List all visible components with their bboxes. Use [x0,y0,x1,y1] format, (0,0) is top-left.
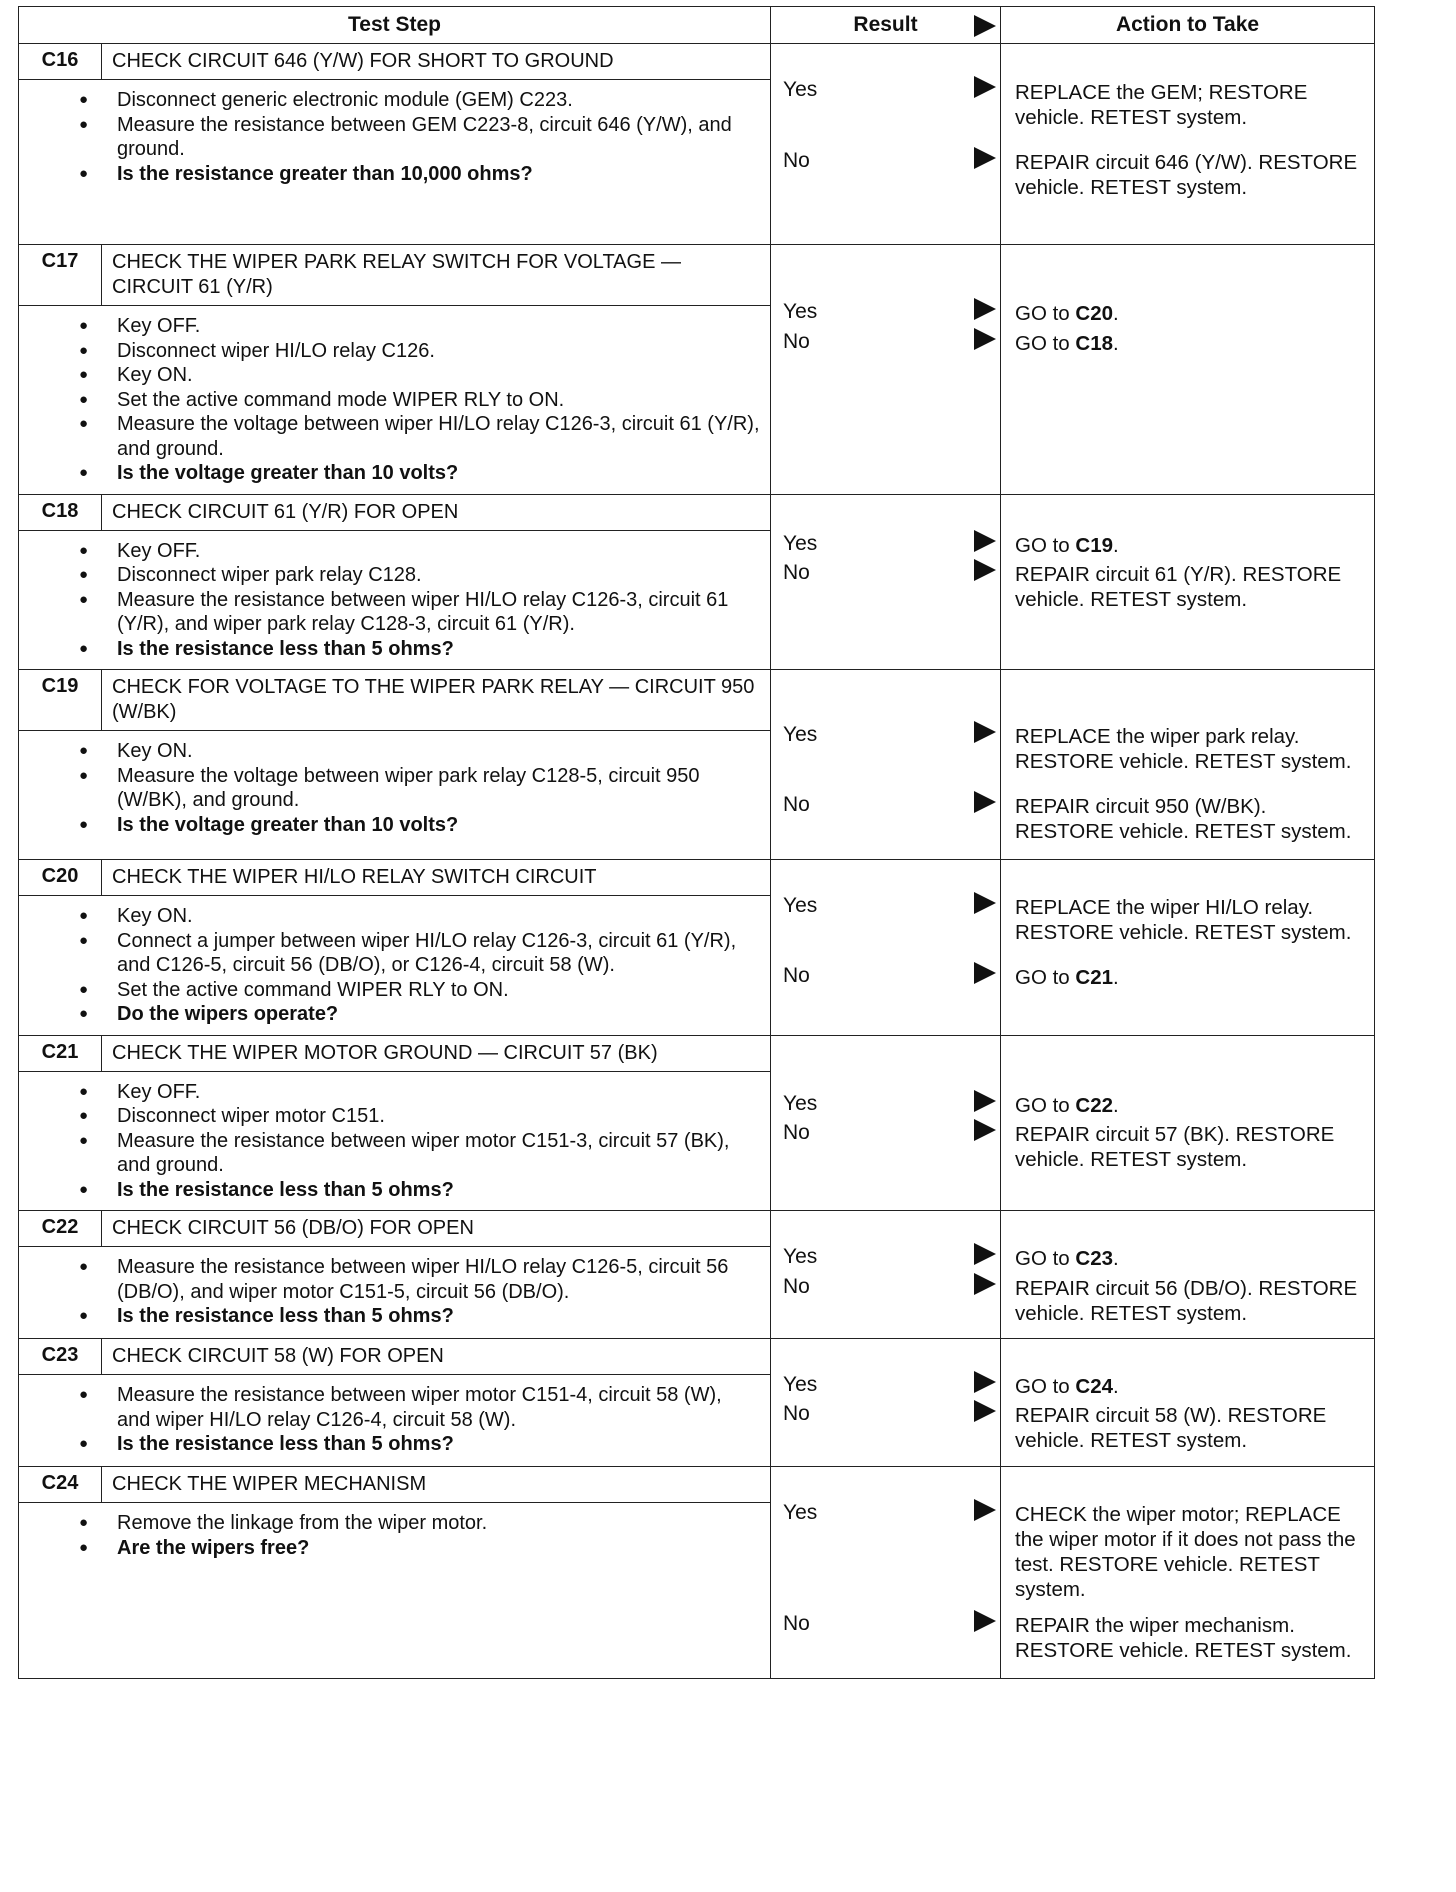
step-number: C20 [19,860,102,895]
instruction-item: ● Is the resistance less than 5 ohms? [117,1432,760,1457]
result-no: No [783,1275,810,1298]
action-cell [1001,44,1375,245]
step-instructions [19,896,770,1035]
right-arrow-icon [974,892,996,914]
instruction-item: ● Do the wipers operate? [117,1002,760,1027]
step-title: CHECK THE WIPER MOTOR GROUND — CIRCUIT 57 (BK) [112,1041,658,1064]
instruction-item: ● Set the active command WIPER RLY to ON. [117,978,760,1003]
action-text [1015,794,1366,844]
action-cell [1001,860,1375,1036]
action-text [1015,1502,1366,1602]
action-cell [1001,494,1375,670]
step-title: CHECK CIRCUIT 61 (Y/R) FOR OPEN [112,500,459,523]
step-title: CHECK THE WIPER PARK RELAY SWITCH FOR VOLTAGE — CIRCUIT 61 (Y/R) [112,251,681,298]
action-text: GO to C20. [1015,302,1119,325]
right-arrow-icon [974,1273,996,1295]
right-arrow-icon [974,1119,996,1141]
step-number: C19 [19,670,102,730]
action-text-main: REPAIR circuit 57 (BK). RESTORE vehicle. RETEST system. [1015,1122,1335,1171]
step-instructions [19,1375,770,1465]
instruction-item: ● Is the resistance greater than 10,000 ohms? [117,162,760,187]
step-instructions [19,1503,770,1568]
result-no: No [783,793,810,816]
instruction-item: ● Key ON. [117,739,760,764]
action-step-ref: C19 [1075,533,1113,557]
step-number: C23 [19,1339,102,1374]
action-text [1015,80,1366,130]
result-yes: Yes [783,1373,818,1396]
step-title: CHECK CIRCUIT 646 (Y/W) FOR SHORT TO GROUND [112,50,614,72]
diagnostic-table-page [18,6,1374,1679]
action-text [1015,895,1366,945]
action-text-main: REPLACE the wiper park relay. RESTORE vehicle. RETEST system. [1015,725,1352,773]
instruction-item: ● Set the active command mode WIPER RLY to ON. [117,388,760,413]
test-step-cell [19,1211,771,1339]
table-body [19,44,1375,1679]
action-step-ref: C18 [1075,332,1113,355]
step-header [19,44,770,80]
instruction-item: ● Measure the resistance between wiper HI/LO relay C126-5, circuit 56 (DB/O), and wiper motor C151-5, circuit 56 (DB/O). [117,1255,760,1304]
instruction-item: ● Connect a jumper between wiper HI/LO relay C126-3, circuit 61 (Y/R), and C126-5, circuit 56 (DB/O), or C126-4, circuit 58 (W). [117,929,760,978]
right-arrow-icon [974,1371,996,1393]
right-arrow-icon [974,962,996,984]
step-instructions [19,1247,770,1337]
instruction-item: ● Key ON. [117,904,760,929]
step-header [19,1339,770,1375]
header-result [771,7,1001,44]
action-cell [1001,245,1375,495]
action-text-main: REPAIR the wiper mechanism. RESTORE vehicle. RETEST system. [1015,1614,1352,1662]
right-arrow-icon [974,298,996,320]
test-step-cell [19,44,771,245]
instruction-item: ● Disconnect wiper HI/LO relay C126. [117,339,760,364]
action-step-ref: C21 [1075,966,1113,989]
step-number: C18 [19,495,102,530]
step-header [19,1211,770,1247]
step-number: C21 [19,1036,102,1071]
result-cell [771,494,1001,670]
step-title: CHECK FOR VOLTAGE TO THE WIPER PARK RELAY — CIRCUIT 950 (W/BK) [112,676,755,723]
result-no: No [783,1402,810,1425]
action-text-main: GO to [1015,1247,1076,1270]
action-text-main: REPAIR circuit 58 (W). RESTORE vehicle. RETEST system. [1015,1404,1327,1452]
action-text-main: REPLACE the wiper HI/LO relay. RESTORE vehicle. RETEST system. [1015,896,1352,944]
instruction-item: ● Measure the resistance between wiper motor C151-4, circuit 58 (W), and wiper HI/LO relay C126-4, circuit 58 (W). [117,1383,760,1432]
step-header [19,670,770,731]
action-cell [1001,1339,1375,1467]
action-text: GO to C19. [1015,533,1119,557]
instruction-item: ● Measure the resistance between wiper HI/LO relay C126-3, circuit 61 (Y/R), and wiper park relay C128-3, circuit 61 (Y/R). [117,588,760,637]
instruction-item: ● Disconnect generic electronic module (GEM) C223. [117,88,760,113]
step-instructions [19,306,770,494]
step-title: CHECK CIRCUIT 58 (W) FOR OPEN [112,1345,444,1367]
action-cell [1001,1211,1375,1339]
action-text-main: GO to [1015,1093,1076,1117]
result-yes: Yes [783,78,818,101]
action-text-main: GO to [1015,533,1076,557]
step-number: C22 [19,1211,102,1246]
action-text-main: REPAIR circuit 61 (Y/R). RESTORE vehicle. RETEST system. [1015,562,1342,611]
test-step-cell [19,1339,771,1467]
result-cell [771,1339,1001,1467]
right-arrow-icon [974,1243,996,1265]
table-row [19,860,1375,1036]
instruction-item: ● Key OFF. [117,1080,760,1105]
table-row [19,1467,1375,1679]
result-yes: Yes [783,300,818,323]
step-number: C16 [19,44,102,79]
result-cell [771,44,1001,245]
result-yes: Yes [783,1501,818,1524]
action-text: GO to C22. [1015,1093,1119,1117]
instruction-item: ● Measure the resistance between wiper motor C151-3, circuit 57 (BK), and ground. [117,1129,760,1178]
action-step-ref: C24 [1075,1375,1113,1398]
action-text-main: REPAIR circuit 646 (Y/W). RESTORE vehicle. RETEST system. [1015,151,1358,199]
right-arrow-icon [974,147,996,169]
instruction-item: ● Disconnect wiper motor C151. [117,1104,760,1129]
header-result-label: Result [853,13,918,36]
action-cell [1001,1035,1375,1211]
result-cell [771,860,1001,1036]
action-text [1015,1276,1366,1326]
result-no: No [783,964,810,987]
right-arrow-icon [974,1610,996,1632]
action-step-ref: C20 [1075,302,1113,325]
step-instructions [19,731,770,845]
result-cell [771,670,1001,860]
step-title: CHECK THE WIPER HI/LO RELAY SWITCH CIRCUIT [112,866,597,888]
result-yes: Yes [783,1245,818,1268]
action-step-ref: C23 [1075,1247,1113,1270]
action-cell [1001,670,1375,860]
instruction-item: ● Is the voltage greater than 10 volts? [117,461,760,486]
action-text [1015,1403,1366,1453]
table-header-row [19,7,1375,44]
test-step-cell [19,1467,771,1679]
table-row [19,1339,1375,1467]
instruction-item: ● Measure the resistance between GEM C223-8, circuit 646 (Y/W), and ground. [117,113,760,162]
test-step-cell [19,245,771,495]
right-arrow-icon [974,1400,996,1422]
step-instructions [19,1072,770,1211]
instruction-item: ● Key OFF. [117,539,760,564]
action-text [1015,1122,1366,1172]
table-row [19,44,1375,245]
instruction-item: ● Are the wipers free? [117,1536,760,1561]
step-header [19,245,770,306]
instruction-item: ● Is the resistance less than 5 ohms? [117,1304,760,1329]
step-instructions [19,80,770,194]
right-arrow-icon [974,791,996,813]
step-number: C24 [19,1467,102,1502]
action-text-main: GO to [1015,1375,1076,1398]
action-text: GO to C23. [1015,1247,1119,1270]
right-arrow-icon [974,1499,996,1521]
result-no: No [783,1612,810,1635]
result-no: No [783,149,810,172]
result-cell [771,245,1001,495]
instruction-item: ● Remove the linkage from the wiper motor. [117,1511,760,1536]
table-row [19,670,1375,860]
pinpoint-test-table [18,6,1375,1679]
step-header [19,1467,770,1503]
right-arrow-icon [974,559,996,581]
action-text [1015,1613,1366,1663]
result-no: No [783,1120,810,1144]
test-step-cell [19,860,771,1036]
instruction-item: ● Key OFF. [117,314,760,339]
step-header [19,1036,770,1072]
instruction-item: ● Measure the voltage between wiper park relay C128-5, circuit 950 (W/BK), and ground. [117,764,760,813]
instruction-item: ● Is the resistance less than 5 ohms? [117,1178,760,1203]
header-action: Action to Take [1001,7,1375,44]
action-text: GO to C18. [1015,332,1119,355]
action-step-ref: C22 [1075,1093,1113,1117]
table-row [19,245,1375,495]
action-text-main: CHECK the wiper motor; REPLACE the wiper motor if it does not pass the test. RESTORE vehicle. RETEST system. [1015,1503,1356,1601]
result-yes: Yes [783,723,818,746]
instruction-item: ● Is the voltage greater than 10 volts? [117,813,760,838]
result-no: No [783,330,810,353]
right-arrow-icon [974,76,996,98]
result-yes: Yes [783,1091,818,1115]
action-text-main: REPAIR circuit 950 (W/BK). RESTORE vehicle. RETEST system. [1015,795,1352,843]
right-arrow-icon [974,530,996,552]
right-arrow-icon [974,1090,996,1112]
result-cell [771,1211,1001,1339]
action-cell [1001,1467,1375,1679]
action-text: GO to C21. [1015,966,1119,989]
result-cell [771,1035,1001,1211]
instruction-item: ● Is the resistance less than 5 ohms? [117,637,760,662]
result-cell [771,1467,1001,1679]
test-step-cell [19,494,771,670]
table-row [19,494,1375,670]
action-text-main: GO to [1015,966,1076,989]
action-text [1015,150,1366,200]
right-arrow-icon [974,328,996,350]
step-instructions [19,531,770,670]
instruction-item: ● Key ON. [117,363,760,388]
instruction-item: ● Disconnect wiper park relay C128. [117,563,760,588]
step-number: C17 [19,245,102,305]
action-text [1015,724,1366,774]
action-text-main: REPAIR circuit 56 (DB/O). RESTORE vehicle. RETEST system. [1015,1277,1358,1325]
result-yes: Yes [783,894,818,917]
action-text-main: GO to [1015,302,1076,325]
step-title: CHECK CIRCUIT 56 (DB/O) FOR OPEN [112,1217,474,1239]
step-header [19,495,770,531]
right-arrow-icon [974,721,996,743]
action-text [1015,562,1366,612]
test-step-cell [19,1035,771,1211]
right-arrow-icon [974,15,996,37]
result-yes: Yes [783,531,818,555]
test-step-cell [19,670,771,860]
step-title: CHECK THE WIPER MECHANISM [112,1473,427,1495]
action-text-main: GO to [1015,332,1076,355]
instruction-item: ● Measure the voltage between wiper HI/LO relay C126-3, circuit 61 (Y/R), and ground. [117,412,760,461]
header-test-step: Test Step [19,7,771,44]
table-row [19,1035,1375,1211]
action-text: GO to C24. [1015,1375,1119,1398]
result-no: No [783,560,810,584]
action-text-main: REPLACE the GEM; RESTORE vehicle. RETEST system. [1015,81,1308,129]
table-row [19,1211,1375,1339]
step-header [19,860,770,896]
